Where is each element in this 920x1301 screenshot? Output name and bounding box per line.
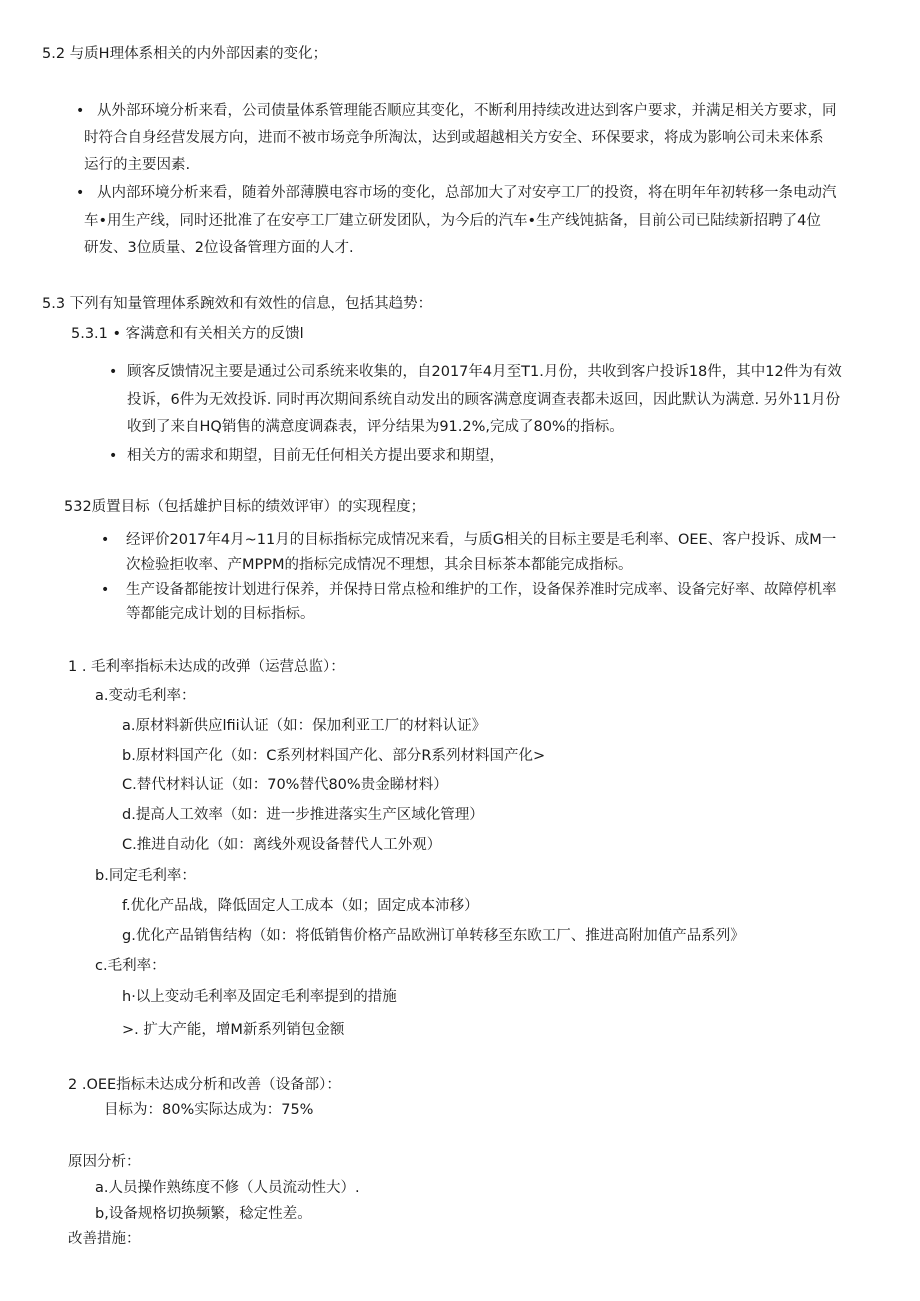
list-item: b.原材料国产化（如：C系列材料国产化、部分R系列材料国产化> [122, 748, 546, 764]
paragraph-line: 生产设备都能按计划进行保养，并保持日常点检和维护的工作，设备保养准时完成率、设备完好率、故障停机率 [126, 582, 837, 598]
section-5-2-heading: 5.2 与质H理体系相关的内外部因素的变化； [42, 46, 328, 62]
list-item: d.提高人工效率（如：进一步推进落实生产区域化管理） [122, 807, 484, 823]
bullet-dot: • [109, 448, 118, 464]
section-5-3-1-heading: 5.3.1 • 客满意和有关相关方的反馈l [71, 326, 304, 342]
list-item: >. 扩大产能，增M新系列销包金额 [122, 1022, 345, 1038]
list-item: a.原材料新供应lfii认证（如：保加利亚工厂的材料认证》 [122, 718, 487, 734]
paragraph-line: 收到了来自HQ销售的满意度调森表，评分结果为91.2%,完成了80%的指标。 [127, 419, 624, 435]
subheading-c: c.毛利率： [95, 958, 166, 974]
subheading-a: a.变动毛利率： [95, 688, 196, 704]
bullet-dot: • [76, 103, 85, 119]
list-item: C.替代材料认证（如：70%替代80%贵金睇材料） [122, 777, 448, 793]
target-line: 目标为：80%实际达成为：75% [104, 1102, 314, 1118]
bullet-dot: • [101, 582, 110, 598]
list-item: h·以上变动毛利率及固定毛利率提到的措施 [122, 989, 397, 1005]
list-item: f.优化产品战，降低固定人工成本（如；固定成本沛移） [122, 898, 479, 914]
bullet-dot: • [76, 185, 85, 201]
paragraph-line: 投诉，6件为无效投诉. 同时再次期间系统自动发出的顾客满意度调查表都未返回，因此默认为满意. 另外11月份 [127, 392, 841, 408]
paragraph-line: 等都能完成计划的目标指标。 [126, 606, 315, 622]
item-2-heading: 2 .OEE指标未达成分析和改善（设备部）： [68, 1077, 341, 1093]
paragraph-line: 经评价2017年4月~11月的目标指标完成情况来看，与质G相关的目标主要是毛利率、OEE、客户投诉、成M一 [126, 532, 837, 548]
item-1-heading: 1 . 毛利率指标未达成的改弹（运营总监）： [68, 659, 345, 675]
paragraph-line: 次检验拒收率、产MPPM的指标完成情况不理想，其余目标茶本都能完成指标。 [126, 557, 633, 573]
paragraph-line: 车•用生产线，同时还批准了在安亭工厂建立研发团队，为今后的汽车•生产线饨掂备，目前公司已陆续新招聘了4位 [84, 213, 821, 229]
paragraph-line: 运行的主要因素. [84, 157, 191, 173]
bullet-dot: • [109, 364, 118, 380]
section-5-3-heading: 5.3 下列有知量管理体系踠效和有效性的信息，包括其趋势： [42, 296, 433, 312]
paragraph-line: 顾客反馈情况主要是通过公司系统来收集的，自2017年4月至T1.月份，共收到客户投诉18件，其中12件为有效 [127, 364, 842, 380]
bullet-dot: • [101, 532, 110, 548]
list-item: b,设备规格切换频繁，稔定性差。 [95, 1206, 312, 1222]
list-item: g.优化产品销售结构（如：将低销售价格产品欧洲订单转移至东欧工厂、推进高附加值产品系列》 [122, 928, 745, 944]
subheading-b: b.同定毛利率： [95, 868, 196, 884]
section-5-3-2-heading: 532质置目标（包括雄护目标的绩效评审）的实现程度； [64, 499, 426, 515]
paragraph-line: 从外部环境分析来看，公司债量体系管理能否顺应其变化，不断利用持续改进达到客户要求，并满足相关方要求，同 [97, 103, 837, 119]
list-item: C.推进自动化（如：离线外观设备替代人工外观） [122, 837, 442, 853]
paragraph-line: 时符合自身经营发展方向，进而不被市场竞争所淘汰，达到或超越相关方安全、环保要求，将成为影响公司未来体系 [84, 130, 824, 146]
cause-analysis-heading: 原因分析： [68, 1154, 141, 1170]
paragraph-line: 相关方的需求和期望，目前无任何相关方提出要求和期望， [127, 448, 504, 464]
paragraph-line: 研发、3位质量、2位设备管理方面的人才. [84, 240, 354, 256]
improvement-heading: 改善措施： [68, 1231, 141, 1247]
paragraph-line: 从内部环境分析来看，随着外部薄膜电容市场的变化，总部加大了对安亭工厂的投资，将在明年年初转移一条电动汽 [97, 185, 837, 201]
list-item: a.人员操作熟练度不修（人员流动性大）. [95, 1180, 360, 1196]
